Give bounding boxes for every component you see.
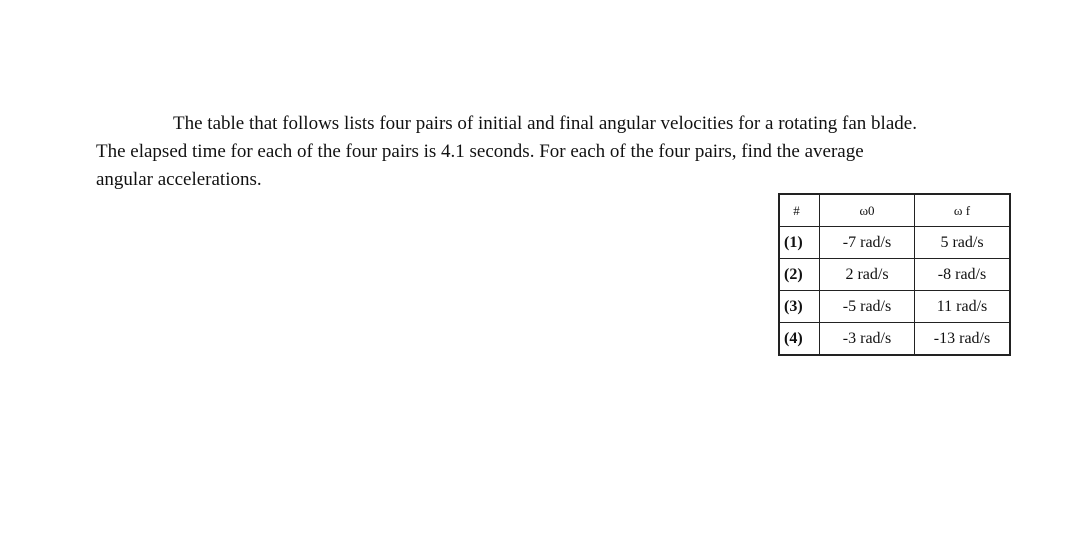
header-index: # <box>779 194 820 227</box>
cell-final-omega: 5 rad/s <box>915 227 1011 259</box>
row-index: (4) <box>779 323 820 356</box>
table-body <box>779 227 1010 356</box>
cell-initial-omega: -5 rad/s <box>820 291 915 323</box>
table-row <box>779 323 1010 356</box>
cell-final-omega: -8 rad/s <box>915 259 1011 291</box>
row-index: (2) <box>779 259 820 291</box>
cell-initial-omega: -7 rad/s <box>820 227 915 259</box>
problem-line-3: angular accelerations. <box>96 169 262 190</box>
problem-line-1: The table that follows lists four pairs of initial and final angular velocities for a rotating fan blade. <box>173 113 917 134</box>
angular-velocity-table <box>778 193 1011 356</box>
cell-final-omega: -13 rad/s <box>915 323 1011 356</box>
row-index: (3) <box>779 291 820 323</box>
table-row <box>779 291 1010 323</box>
table-header <box>779 194 1010 227</box>
table-row <box>779 259 1010 291</box>
header-final-omega: ω f <box>915 194 1011 227</box>
cell-initial-omega: -3 rad/s <box>820 323 915 356</box>
row-index: (1) <box>779 227 820 259</box>
header-initial-omega: ω0 <box>820 194 915 227</box>
header-row <box>779 194 1010 227</box>
cell-final-omega: 11 rad/s <box>915 291 1011 323</box>
cell-initial-omega: 2 rad/s <box>820 259 915 291</box>
problem-line-2: The elapsed time for each of the four pairs is 4.1 seconds. For each of the four pairs, find the average <box>96 141 864 162</box>
problem-statement <box>96 110 1056 194</box>
table-row <box>779 227 1010 259</box>
